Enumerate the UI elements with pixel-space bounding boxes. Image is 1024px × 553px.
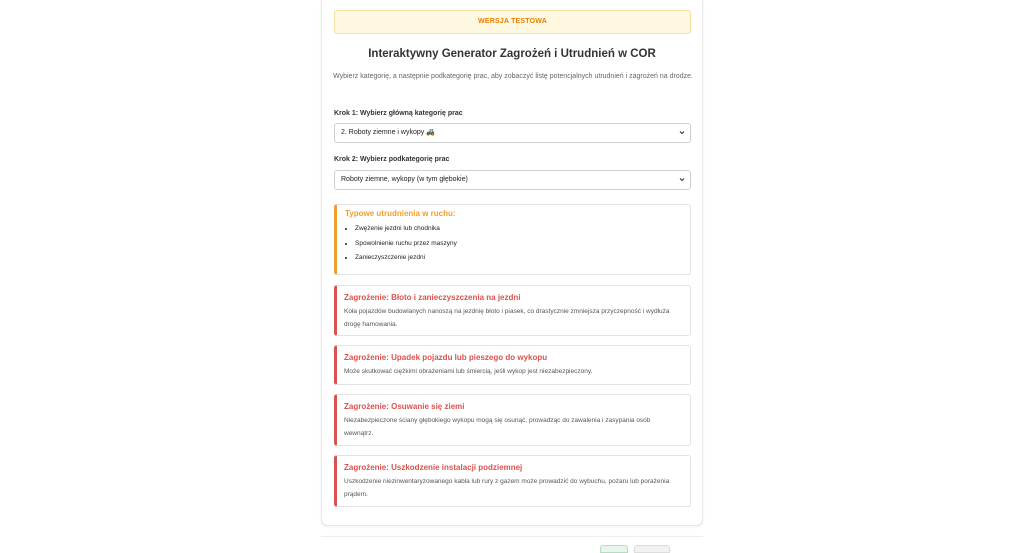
hazard-title: Zagrożenie: Uszkodzenie instalacji podziemnej <box>344 463 523 472</box>
main-category-value: 2. Roboty ziemne i wykopy 🚜 <box>341 129 435 136</box>
difficulties-panel <box>334 204 691 275</box>
hazard-description: Może skutkować ciężkimi obrażeniami lub śmiercią, jeśli wykop jest niezabezpieczony. <box>344 368 593 375</box>
difficulties-title: Typowe utrudnienia w ruchu: <box>345 209 456 218</box>
difficulties-list <box>345 222 457 266</box>
chevron-down-icon <box>678 124 686 142</box>
hazard-card <box>334 285 691 336</box>
hazard-card <box>334 455 691 507</box>
difficulty-item: • Zanieczyszczenie jezdni <box>355 251 457 266</box>
subcategory-select[interactable] <box>334 170 691 190</box>
test-version-banner: WERSJA TESTOWA <box>334 10 691 34</box>
hazard-title: Zagrożenie: Błoto i zanieczyszczenia na jezdni <box>344 293 521 302</box>
hazard-card <box>334 345 691 385</box>
main-category-select[interactable] <box>334 123 691 143</box>
footer-button-primary[interactable] <box>600 545 628 553</box>
page-subtitle: Wybierz kategorię, a następnie podkategorię prac, aby zobaczyć listę potencjalnych utrudnień i zagrożeń na drodze. <box>333 73 693 80</box>
subcategory-value: Roboty ziemne, wykopy (w tym głębokie) <box>341 176 468 183</box>
hazard-description: Uszkodzenie niezinwentaryzowanego kabla lub rury z gazem może prowadzić do wybuchu, pożaru lub porażenia prądem. <box>344 478 670 498</box>
generator-card <box>321 0 703 526</box>
difficulty-item: • Spowolnienie ruchu przez maszyny <box>355 237 457 252</box>
footer-button-secondary[interactable] <box>634 545 670 553</box>
page-title: Interaktywny Generator Zagrożeń i Utrudnień w COR <box>368 48 656 60</box>
step2-label: Krok 2: Wybierz podkategorię prac <box>334 156 450 163</box>
step1-label: Krok 1: Wybierz główną kategorię prac <box>334 110 463 117</box>
hazard-description: Niezabezpieczone ściany głębokiego wykopu mogą się osunąć, prowadząc do zawalenia i zasypania osób wewnątrz. <box>344 417 651 437</box>
difficulty-item: • Zwężenie jezdni lub chodnika <box>355 222 457 237</box>
chevron-down-icon <box>678 171 686 189</box>
footer-divider <box>321 536 703 537</box>
hazard-title: Zagrożenie: Osuwanie się ziemi <box>344 402 465 411</box>
hazard-description: Koła pojazdów budowlanych nanoszą na jezdnię błoto i piasek, co drastycznie zmniejsza przyczepność i wydłuża drogę hamowania. <box>344 308 670 328</box>
hazard-card <box>334 394 691 446</box>
hazard-title: Zagrożenie: Upadek pojazdu lub pieszego do wykopu <box>344 353 548 362</box>
